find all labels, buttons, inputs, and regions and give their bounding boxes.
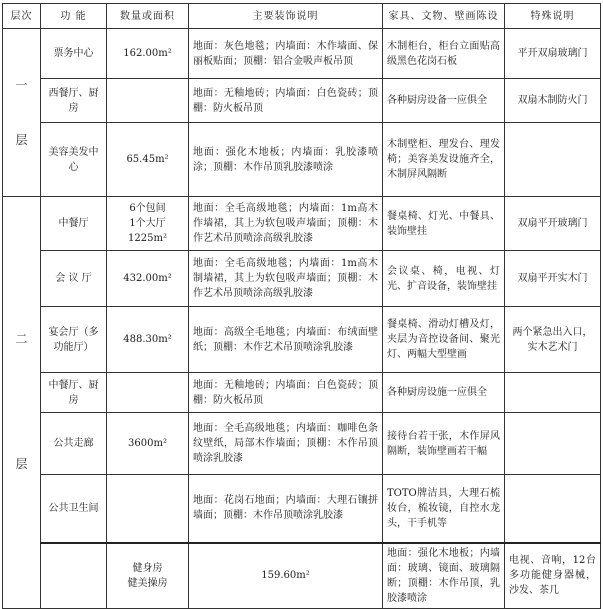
furniture-cell: 木制壁柜、理发台、理发椅；美容美发设施齐全，木制屏风隔断 <box>383 123 505 197</box>
special-cell: 平开双扇玻璃门 <box>505 29 601 79</box>
special-cell <box>505 475 601 543</box>
table-header-row <box>3 4 601 29</box>
table-row <box>3 123 601 197</box>
floor-2-label-top: 二 <box>15 332 28 347</box>
function-line: 健身房 <box>132 562 163 574</box>
decoration-cell: 地面：高级全毛地毯；内墙面：布绒面壁纸；顶棚：木作艺术吊顶喷涂乳胶漆 <box>189 307 383 373</box>
area-cell <box>107 373 189 413</box>
decoration-cell: 地面：花岗石地面；内墙面：大理石镶拼墙面；顶棚：木作吊顶喷涂乳胶漆 <box>189 475 383 543</box>
function-cell: 美容美发中心 <box>41 123 107 197</box>
decoration-cell: 地面：强化木地板；内墙面：乳胶漆喷涂；顶棚：木作吊顶乳胶漆喷涂 <box>189 123 383 197</box>
special-cell <box>505 413 601 475</box>
function-cell: 票务中心 <box>41 29 107 79</box>
floor-2-label-bottom: 层 <box>15 457 28 472</box>
area-cell <box>107 475 189 543</box>
furniture-cell: 接待台若干张，木作屏风隔断，装饰壁画若干幅 <box>383 413 505 475</box>
function-cell: 中餐厅 <box>41 197 107 251</box>
furniture-cell: 各种厨房设备一应俱全 <box>383 79 505 123</box>
area-cell: 488.30m² <box>107 307 189 373</box>
area-line: 6个包间 <box>129 203 166 214</box>
floor-1-label-bottom: 层 <box>15 132 28 147</box>
special-cell: 双扇平开实木门 <box>505 251 601 307</box>
floor-3-cell <box>41 543 107 609</box>
header-area: 数量或面积 <box>107 4 189 29</box>
area-cell: 159.60m² <box>189 543 383 609</box>
function-cell: 西餐厅、厨房 <box>41 79 107 123</box>
table-row <box>3 307 601 373</box>
furniture-cell: 木制柜台，柜台立面贴高级黑色花岗石板 <box>383 29 505 79</box>
area-cell <box>107 197 189 251</box>
area-cell <box>107 79 189 123</box>
table-row <box>3 373 601 413</box>
function-cell: 中餐厅、厨房 <box>41 373 107 413</box>
table-row <box>3 413 601 475</box>
decoration-cell: 地面：无釉地砖；内墙面：白色瓷砖；顶棚：防火板吊顶 <box>189 373 383 413</box>
furniture-cell: 餐桌椅、滑动灯槽及灯，夹层为音控设备间、聚光灯、两幅大型壁画 <box>383 307 505 373</box>
special-cell: 双扇木制防火门 <box>505 79 601 123</box>
furniture-cell: 各种厨房设施一应俱全 <box>383 373 505 413</box>
special-cell <box>505 123 601 197</box>
decoration-cell: 地面：全毛高级地毯；内墙面：咖啡色条纹壁纸，局部木作墙面；顶棚：木作吊顶喷涂乳胶漆 <box>189 413 383 475</box>
function-cell: 公共卫生间 <box>41 475 107 543</box>
floor-1-cell <box>3 29 41 197</box>
area-line: 1个大厅 <box>129 218 166 229</box>
furniture-cell: 会议桌、椅，电视、灯光、扩音设备，装饰壁挂 <box>383 251 505 307</box>
decoration-cell: 地面：全毛高级地毯；内墙面：1m高木作墙裙，其上为软包吸声墙面；顶棚：木作艺术吊顶喷涂高级乳胶漆 <box>189 197 383 251</box>
header-decoration: 主要装饰说明 <box>189 4 383 29</box>
floor-2-cell <box>3 197 41 609</box>
decoration-cell: 地面：灰色地毯；内墙面：木作墙面、保丽板贴面；顶棚：铝合金吸声板吊顶 <box>189 29 383 79</box>
special-cell: 双扇平开玻璃门 <box>505 197 601 251</box>
function-cell: 公共走廊 <box>41 413 107 475</box>
function-line: 健美操房 <box>127 577 168 589</box>
decoration-cell: 地面：强化木地板；内墙面：玻璃、镜面、玻璃隔断；顶棚：木作吊顶，乳胶漆喷涂 <box>383 543 505 609</box>
decoration-cell: 地面：无釉地砖；内墙面：白色瓷砖；顶棚：防火板吊顶 <box>189 79 383 123</box>
spec-table <box>2 3 601 609</box>
area-cell: 65.45m² <box>107 123 189 197</box>
furniture-cell: 餐桌椅、灯光、中餐具、装饰壁挂 <box>383 197 505 251</box>
function-cell: 宴会厅（多功能厅） <box>41 307 107 373</box>
header-floor: 层次 <box>3 4 41 29</box>
decoration-cell: 地面：全毛高级地毯；内墙面：1m高木制墙裙，其上为软包吸声墙面；顶棚：木作艺术吊顶喷涂高级乳胶漆 <box>189 251 383 307</box>
area-line: 1225m² <box>128 233 167 244</box>
special-cell: 两个紧急出入口，实木艺术门 <box>505 307 601 373</box>
furniture-cell: 电视、音响，12台多功能健身器械，沙发、茶几 <box>505 543 601 609</box>
table-row <box>3 543 601 609</box>
floor-1-label-top: 一 <box>15 77 28 92</box>
table-row <box>3 29 601 79</box>
table-row <box>3 475 601 543</box>
header-special: 特殊说明 <box>505 4 601 29</box>
function-cell <box>107 543 189 609</box>
function-cell: 会 议 厅 <box>41 251 107 307</box>
table-row <box>3 197 601 251</box>
area-cell: 3600m² <box>107 413 189 475</box>
header-furniture: 家具、文物、壁画陈设 <box>383 4 505 29</box>
furniture-cell: TOTO牌洁具，大理石梳妆台，梳妆镜，自控水龙头，干手机等 <box>383 475 505 543</box>
area-cell: 162.00m² <box>107 29 189 79</box>
table-row <box>3 251 601 307</box>
special-cell <box>505 373 601 413</box>
area-cell: 432.00m² <box>107 251 189 307</box>
header-function: 功 能 <box>41 4 107 29</box>
table-row <box>3 79 601 123</box>
